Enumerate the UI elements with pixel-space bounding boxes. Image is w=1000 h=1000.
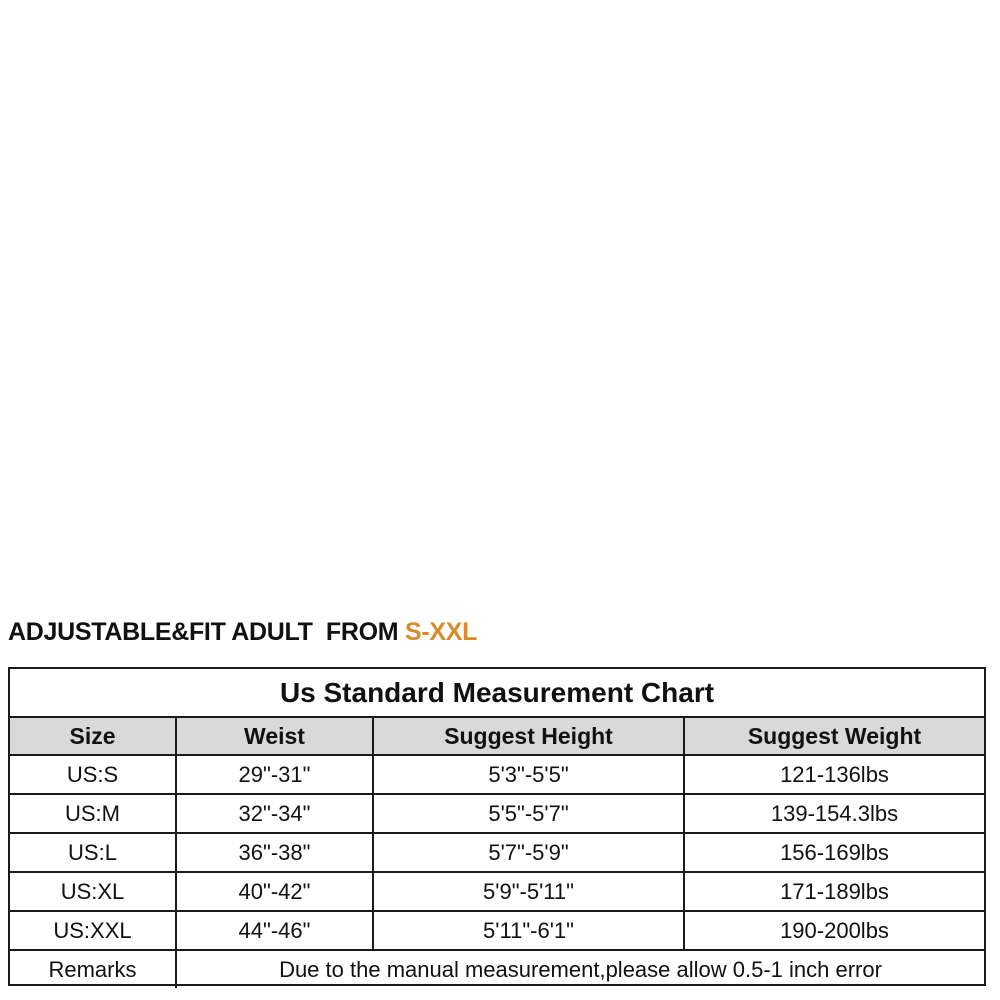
height-cell: 5'9"-5'11" — [373, 872, 684, 911]
size-cell: US:S — [10, 755, 176, 794]
waist-cell: 29"-31" — [176, 755, 373, 794]
height-cell: 5'5"-5'7" — [373, 794, 684, 833]
waist-cell: 44"-46" — [176, 911, 373, 950]
weight-cell: 156-169lbs — [684, 833, 984, 872]
size-cell: US:M — [10, 794, 176, 833]
table-row — [10, 794, 984, 833]
size-cell: US:L — [10, 833, 176, 872]
size-cell: US:XL — [10, 872, 176, 911]
column-header-size: Size — [10, 718, 176, 755]
remarks-label: Remarks — [10, 950, 176, 988]
waist-cell: 32"-34" — [176, 794, 373, 833]
chart-title: Us Standard Measurement Chart — [10, 669, 984, 718]
remarks-text: Due to the manual measurement,please allow 0.5-1 inch error — [176, 950, 984, 988]
column-header-height: Suggest Height — [373, 718, 684, 755]
measurement-chart — [8, 667, 986, 986]
size-cell: US:XXL — [10, 911, 176, 950]
size-range-text: S-XXL — [404, 618, 478, 646]
weight-cell: 171-189lbs — [684, 872, 984, 911]
table-row — [10, 872, 984, 911]
headline-text: ADJUSTABLE&FIT ADULT FROM — [8, 618, 405, 646]
measurement-table — [10, 718, 984, 988]
table-row — [10, 833, 984, 872]
remarks-row — [10, 950, 984, 988]
height-cell: 5'11"-6'1" — [373, 911, 684, 950]
waist-cell: 40"-42" — [176, 872, 373, 911]
table-row — [10, 911, 984, 950]
column-header-weight: Suggest Weight — [684, 718, 984, 755]
column-header-waist: Weist — [176, 718, 373, 755]
weight-cell: 139-154.3lbs — [684, 794, 984, 833]
weight-cell: 190-200lbs — [684, 911, 984, 950]
table-header-row — [10, 718, 984, 755]
waist-cell: 36"-38" — [176, 833, 373, 872]
height-cell: 5'3"-5'5" — [373, 755, 684, 794]
table-row — [10, 755, 984, 794]
height-cell: 5'7"-5'9" — [373, 833, 684, 872]
size-range-headline — [8, 618, 477, 647]
weight-cell: 121-136lbs — [684, 755, 984, 794]
